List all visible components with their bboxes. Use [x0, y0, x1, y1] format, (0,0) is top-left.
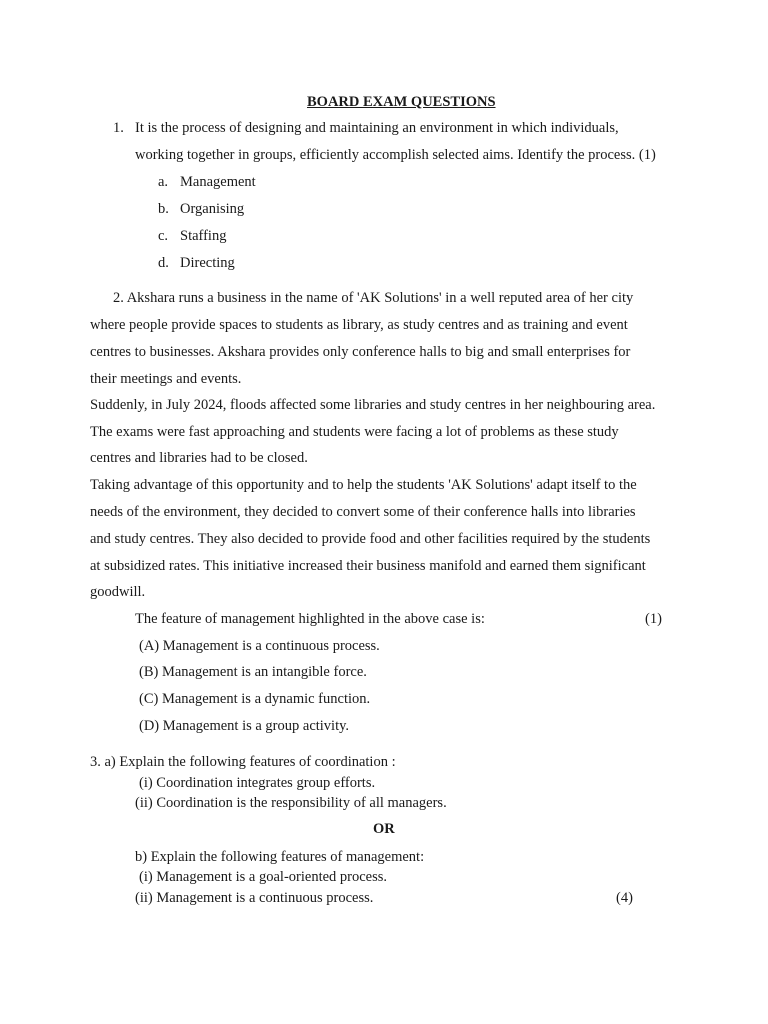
- q2-question: The feature of management highlighted in the above case is:: [135, 611, 485, 627]
- q1-option-text: Directing: [180, 255, 235, 271]
- q2-paragraph-line: needs of the environment, they decided to convert some of their conference halls into libraries: [90, 504, 636, 520]
- q3-part-a: 3. a) Explain the following features of coordination :: [90, 754, 396, 770]
- q2-option: (B) Management is an intangible force.: [139, 664, 367, 680]
- q2-paragraph-line: and study centres. They also decided to provide food and other facilities required by the students: [90, 531, 651, 547]
- q3-marks: (4): [616, 890, 633, 906]
- q3-part-b: b) Explain the following features of management:: [135, 849, 425, 865]
- q1-number: 1.: [113, 120, 124, 136]
- q2-paragraph-line: centres and libraries had to be closed.: [90, 450, 308, 466]
- q2-paragraph-line: Taking advantage of this opportunity and to help the students 'AK Solutions' adapt itself to the: [90, 477, 637, 493]
- page-title: BOARD EXAM QUESTIONS: [307, 94, 496, 110]
- q1-option-text: Staffing: [180, 228, 227, 244]
- or-separator: OR: [373, 821, 395, 837]
- q1-option-letter: b.: [158, 201, 169, 217]
- q3-b-item: (i) Management is a goal-oriented process.: [139, 869, 388, 885]
- q1-option-text: Management: [180, 174, 256, 190]
- q3-a-item: (i) Coordination integrates group efforts.: [139, 775, 376, 791]
- q2-paragraph-line: The exams were fast approaching and students were facing a lot of problems as these study: [90, 424, 619, 440]
- q1-text-line-2: working together in groups, efficiently accomplish selected aims. Identify the process. (1): [135, 147, 656, 163]
- q3-b-item: (ii) Management is a continuous process.: [135, 890, 374, 906]
- q2-paragraph-line: at subsidized rates. This initiative increased their business manifold and earned them significant: [90, 558, 646, 574]
- q1-option-text: Organising: [180, 201, 245, 217]
- q2-option: (D) Management is a group activity.: [139, 718, 350, 734]
- q2-paragraph-line: their meetings and events.: [90, 371, 242, 387]
- q3-a-item: (ii) Coordination is the responsibility of all managers.: [135, 795, 447, 811]
- q1-text-line-1: It is the process of designing and maintaining an environment in which individuals,: [135, 120, 619, 136]
- q2-paragraph-line: where people provide spaces to students as library, as study centres and as training and event: [90, 317, 628, 333]
- q2-marks: (1): [645, 611, 662, 627]
- q2-paragraph-line: 2. Akshara runs a business in the name of 'AK Solutions' in a well reputed area of her city: [113, 290, 634, 306]
- q2-paragraph-line: centres to businesses. Akshara provides only conference halls to big and small enterprises for: [90, 344, 631, 360]
- q1-option-letter: a.: [158, 174, 169, 190]
- q2-paragraph-line: Suddenly, in July 2024, floods affected some libraries and study centres in her neighbouring area.: [90, 397, 656, 413]
- q2-paragraph-line: goodwill.: [90, 584, 146, 600]
- q2-option: (A) Management is a continuous process.: [139, 638, 380, 654]
- q1-option-letter: d.: [158, 255, 169, 271]
- q1-option-letter: c.: [158, 228, 169, 244]
- q2-option: (C) Management is a dynamic function.: [139, 691, 371, 707]
